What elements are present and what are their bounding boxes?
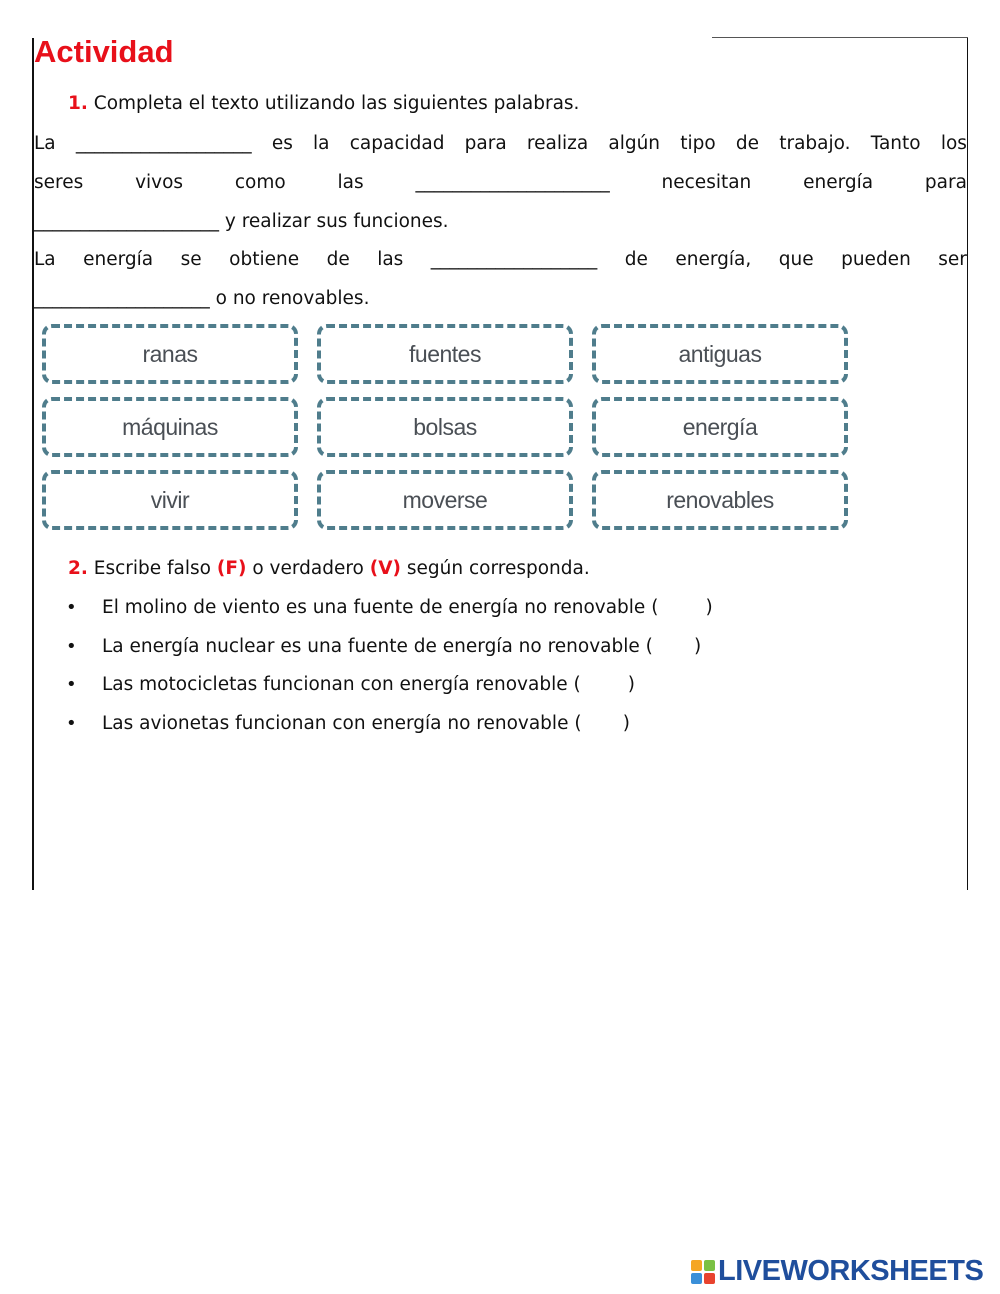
text-token: ____________________ y realizar sus funciones. [34,211,449,232]
list-item[interactable]: • Las avionetas funcionan con energía no renovable ( ) [62,713,713,752]
logo-icon [691,1260,715,1284]
text-token: Tanto [870,133,921,154]
text-token: seres [34,172,84,193]
text-token: pueden [841,249,911,270]
text-line-1 [34,133,967,155]
text-token: vivos [135,172,184,193]
text-token: de [735,133,760,154]
exercise1-instruction-text: Completa el texto utilizando las siguientes palabras. [93,93,580,114]
logo-square [704,1260,715,1271]
text-token: los [940,133,967,154]
text-token: de [624,249,648,270]
word-box[interactable]: bolsas [317,397,573,457]
text-token: las [337,172,364,193]
text-token: realiza [526,133,589,154]
text-token: se [180,249,202,270]
text-token: algún [608,133,661,154]
logo-square [691,1260,702,1271]
text-token: energía, [675,249,752,270]
false-label: (F) [216,558,247,579]
liveworksheets-logo [691,1255,983,1288]
page-title: Actividad [34,34,174,69]
text-token: para [924,172,967,193]
word-box[interactable]: fuentes [317,324,573,384]
logo-square [691,1273,702,1284]
exercise2-number: 2. [68,558,88,579]
blank-field[interactable]: ___________________ [75,133,252,154]
frame-right-border [967,38,968,890]
word-bank [40,322,860,536]
text-token: ser [938,249,967,270]
word-box[interactable]: ranas [42,324,298,384]
exercise2-instruction-b: o verdadero [252,558,364,579]
true-label: (V) [369,558,402,579]
list-item[interactable]: • Las motocicletas funcionan con energía renovable ( ) [62,674,713,713]
exercise2-instruction [68,558,1000,580]
text-token: es [271,133,293,154]
text-token: que [778,249,814,270]
text-token: para [464,133,507,154]
exercise1-instruction [68,93,1000,115]
text-line-5 [34,288,967,310]
word-box[interactable]: máquinas [42,397,298,457]
word-box[interactable]: antiguas [592,324,848,384]
exercise2-instruction-c: según corresponda. [406,558,590,579]
text-token: trabajo. [779,133,851,154]
frame-left-border [32,38,34,890]
word-box[interactable]: moverse [317,470,573,530]
text-line-4 [34,249,967,271]
text-token: La [34,249,56,270]
text-token: necesitan [661,172,752,193]
text-token: tipo [680,133,716,154]
exercise2-instruction-a: Escribe falso [93,558,211,579]
logo-square [704,1273,715,1284]
text-token: ___________________ o no renovables. [34,288,370,309]
text-token: energía [803,172,874,193]
text-token: las [377,249,404,270]
true-false-list [62,597,713,752]
exercise1-number: 1. [68,93,88,114]
text-token: energía [83,249,154,270]
frame-top-line [712,37,968,38]
blank-field[interactable]: __________________ [430,249,598,270]
list-item[interactable]: • El molino de viento es una fuente de energía no renovable ( ) [62,597,713,636]
blank-field[interactable]: _____________________ [415,172,610,193]
text-token: de [326,249,350,270]
text-line-3 [34,211,967,233]
text-token: capacidad [349,133,445,154]
word-box[interactable]: renovables [592,470,848,530]
list-item[interactable]: • La energía nuclear es una fuente de energía no renovable ( ) [62,636,713,675]
logo-text: LIVEWORKSHEETS [718,1255,984,1287]
text-token: La [34,133,56,154]
text-line-2 [34,172,967,194]
word-box[interactable]: vivir [42,470,298,530]
text-token: la [313,133,330,154]
word-box[interactable]: energía [592,397,848,457]
text-token: obtiene [229,249,300,270]
text-token: como [234,172,286,193]
